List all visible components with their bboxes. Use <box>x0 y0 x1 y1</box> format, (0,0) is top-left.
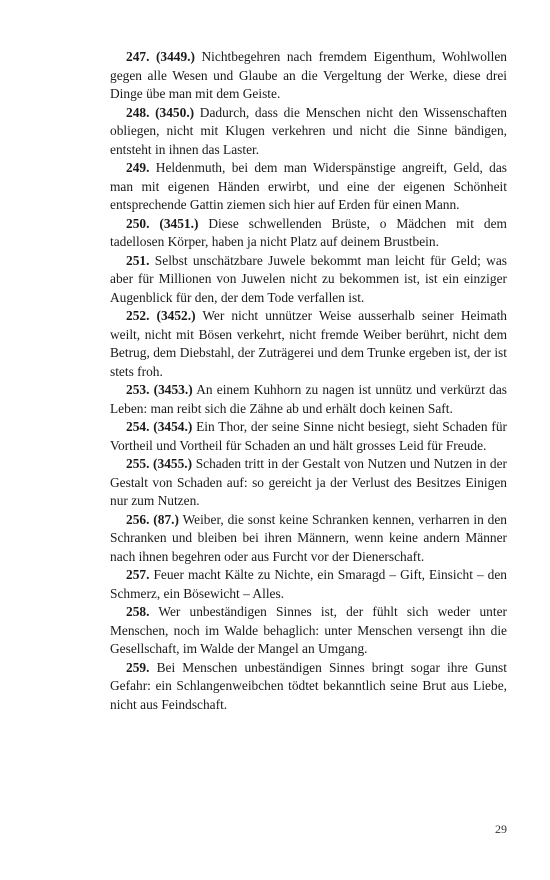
entry-text: Diese schwellenden Brüste, o Mädchen mit dem tadellosen Körper, haben ja nicht Platz auf deinem Brustbein. <box>110 215 507 249</box>
entry-text: An einem Kuhhorn zu nagen ist unnütz und verkürzt das Leben: man reibt sich die Zähne ab und erhält doch keinen Saft. <box>110 382 508 416</box>
entry-250 <box>110 215 507 252</box>
entry-text: Dadurch, dass die Menschen nicht den Wissenschaften obliegen, nicht mit Klugen verkehren und nicht die Sinne bändigen, entsteht in ihnen das Laster. <box>110 104 507 157</box>
entry-255 <box>110 455 507 511</box>
entry-256 <box>110 511 507 567</box>
entry-text: Selbst unschätzbare Juwele bekommt man leicht für Geld; was aber für Millionen von Juwelen nicht zu bekommen ist, ist ein einziger Augenblick für den, der dem Tode verfallen ist. <box>110 252 507 305</box>
entry-247 <box>110 48 507 104</box>
entry-254 <box>110 418 507 455</box>
entry-248 <box>110 104 507 160</box>
entry-number: 254. (3454.) <box>126 419 193 434</box>
entry-number: 255. (3455.) <box>126 456 193 471</box>
entry-text: Ein Thor, der seine Sinne nicht besiegt, sieht Schaden für Vortheil und Vortheil für Schaden an und hält grosses Leid für Freude. <box>110 419 507 453</box>
entry-number: 248. (3450.) <box>126 104 195 120</box>
entry-text: Wer nicht unnützer Weise ausserhalb seiner Heimath weilt, nicht mit Bösen verkehrt, nicht fremde Weiber berührt, nicht dem Betrug, dem Diebstahl, der Zuträgerei und dem Trunke ergeben ist, der ist stets froh. <box>110 308 507 379</box>
entry-251 <box>110 252 507 308</box>
entry-text: Weiber, die sonst keine Schranken kennen, verharren in den Schranken und bleiben bei ihren Männern, wenn keine andern Männer nach ihnen begehren oder aus Furcht vor der Dienerschaft. <box>110 511 508 564</box>
page-number: 29 <box>495 822 507 836</box>
entry-number: 249. <box>126 160 150 175</box>
entry-text: Schaden tritt in der Gestalt von Nutzen und Nutzen in der Gestalt von Schaden auf: so gereicht ja der Verlust des Besitzes Einigen nur zum Nutzen. <box>110 456 507 508</box>
entry-text: Wer unbeständigen Sinnes ist, der fühlt sich weder unter Menschen, noch im Walde behaglich: unter Menschen versengt ihn die Gesellschaft, im Walde der Mangel an Umgang. <box>110 604 507 656</box>
entry-text: Heldenmuth, bei dem man Widerspänstige angreift, Geld, das man mit eigenen Händen erwirbt, und eine der eigenen Schönheit entsprechende Gattin ziemen sich hier auf Erden für einen Mann. <box>110 160 507 212</box>
entry-number: 252. (3452.) <box>126 308 196 323</box>
entry-249 <box>110 159 507 215</box>
entry-number: 256. (87.) <box>126 511 179 527</box>
entry-257 <box>110 566 507 603</box>
entry-253 <box>110 381 507 418</box>
entry-text: Bei Menschen unbeständigen Sinnes bringt sogar ihre Gunst Gefahr: ein Schlangenweibchen tödtet bekanntlich seine Brut aus Liebe, nicht aus Feindschaft. <box>110 659 507 712</box>
entry-text: Nichtbegehren nach fremdem Eigenthum, Wohlwollen gegen alle Wesen und Glaube an die Vergeltung der Werke, diese drei Dinge übe man mit dem Geiste. <box>110 49 507 101</box>
entry-259 <box>110 659 507 715</box>
entry-number: 250. (3451.) <box>126 215 199 231</box>
text-body <box>110 48 507 714</box>
entry-258 <box>110 603 507 659</box>
entry-252 <box>110 307 507 381</box>
entry-number: 259. <box>126 659 150 675</box>
entry-number: 247. (3449.) <box>126 49 195 64</box>
entry-number: 258. <box>126 604 150 619</box>
entry-number: 257. <box>126 567 150 582</box>
entry-number: 253. (3453.) <box>126 382 193 397</box>
entry-text: Feuer macht Kälte zu Nichte, ein Smaragd – Gift, Einsicht – den Schmerz, ein Bösewicht – Alles. <box>110 567 507 601</box>
entry-number: 251. <box>126 252 150 268</box>
